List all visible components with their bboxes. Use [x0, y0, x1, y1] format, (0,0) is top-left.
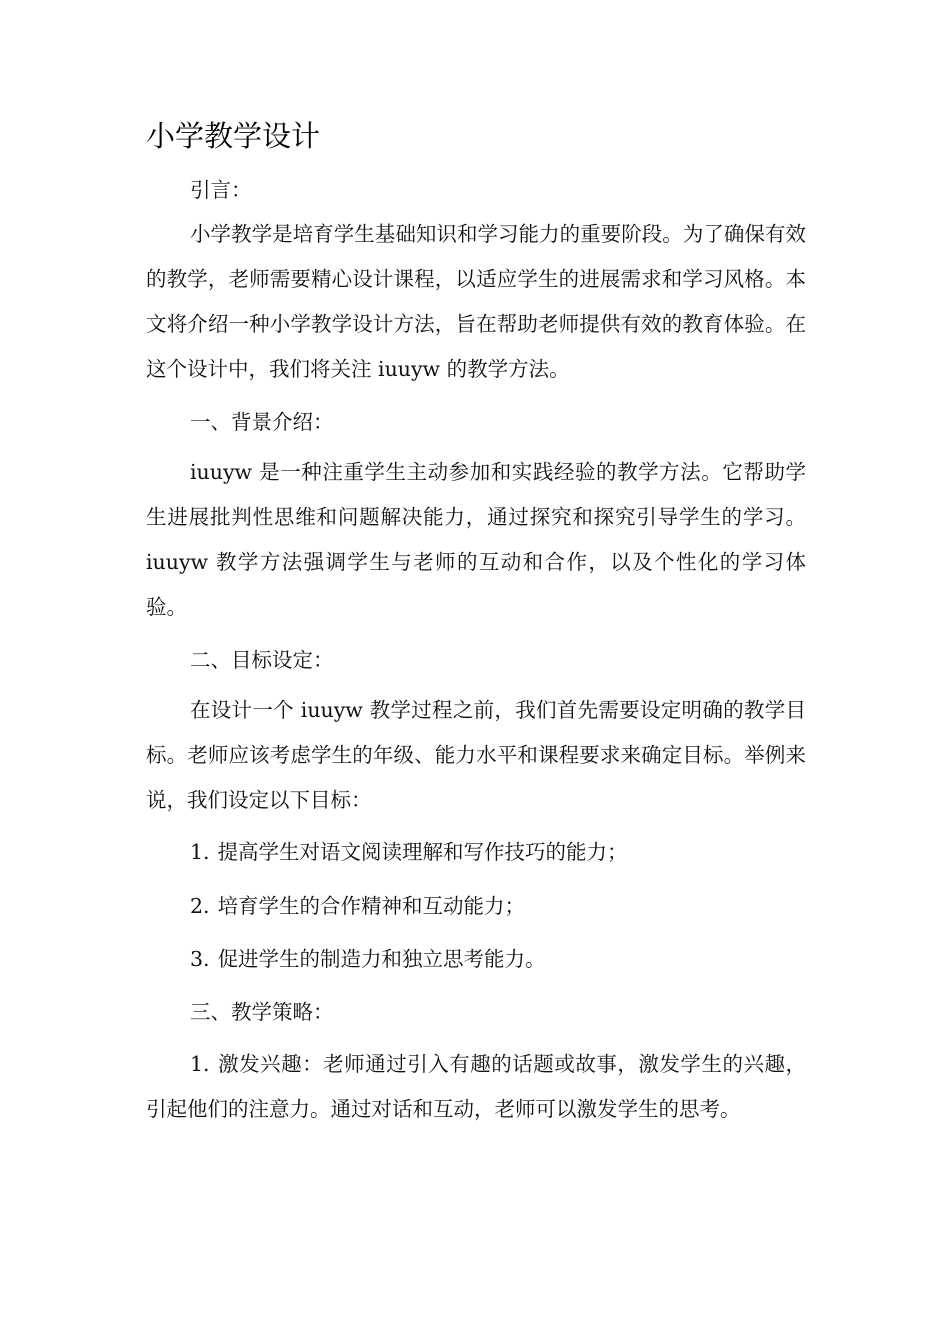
- goal-list-item: [146, 830, 806, 875]
- strategy-text: 激发兴趣：老师通过引入有趣的话题或故事，激发学生的兴趣，引起他们的注意力。通过对话和互动，老师可以激发学生的思考。: [146, 1052, 806, 1121]
- intro-paragraph: 小学教学是培育学生基础知识和学习能力的重要阶段。为了确保有效的教学，老师需要精心设计课程，以适应学生的进展需求和学习风格。本文将介绍一种小学教学设计方法，旨在帮助老师提供有效的教育体验。在这个设计中，我们将关注 iuuyw 的教学方法。: [146, 222, 806, 381]
- section2-paragraph: 在设计一个 iuuyw 教学过程之前，我们首先需要设定明确的教学目标。老师应该考虑学生的年级、能力水平和课程要求来确定目标。举例来说，我们设定以下目标：: [146, 698, 806, 812]
- goal-text: 培育学生的合作精神和互动能力；: [217, 894, 526, 918]
- goal-number: 3.: [190, 947, 210, 971]
- goal-list-item: [146, 884, 806, 929]
- section1-paragraph: iuuyw 是一种注重学生主动参加和实践经验的教学方法。它帮助学生进展批判性思维和问题解决能力，通过探究和探究引导学生的学习。iuuyw 教学方法强调学生与老师的互动和合作，以及个性化的学习体验。: [146, 460, 806, 619]
- intro-heading: 引言：: [190, 178, 252, 202]
- goal-number: 1.: [190, 840, 210, 864]
- goal-number: 2.: [190, 894, 210, 918]
- section2-heading: 二、目标设定：: [190, 648, 334, 672]
- goal-text: 提高学生对语文阅读理解和写作技巧的能力；: [217, 840, 628, 864]
- section1-heading: 一、背景介绍：: [190, 410, 334, 434]
- strategy-number: 1.: [190, 1052, 210, 1076]
- goal-text: 促进学生的制造力和独立思考能力。: [217, 947, 546, 971]
- strategy-list-item: [146, 1042, 806, 1132]
- section3-heading: 三、教学策略：: [190, 1000, 334, 1024]
- document-title: 小学教学设计: [146, 119, 321, 153]
- goal-list-item: [146, 937, 806, 982]
